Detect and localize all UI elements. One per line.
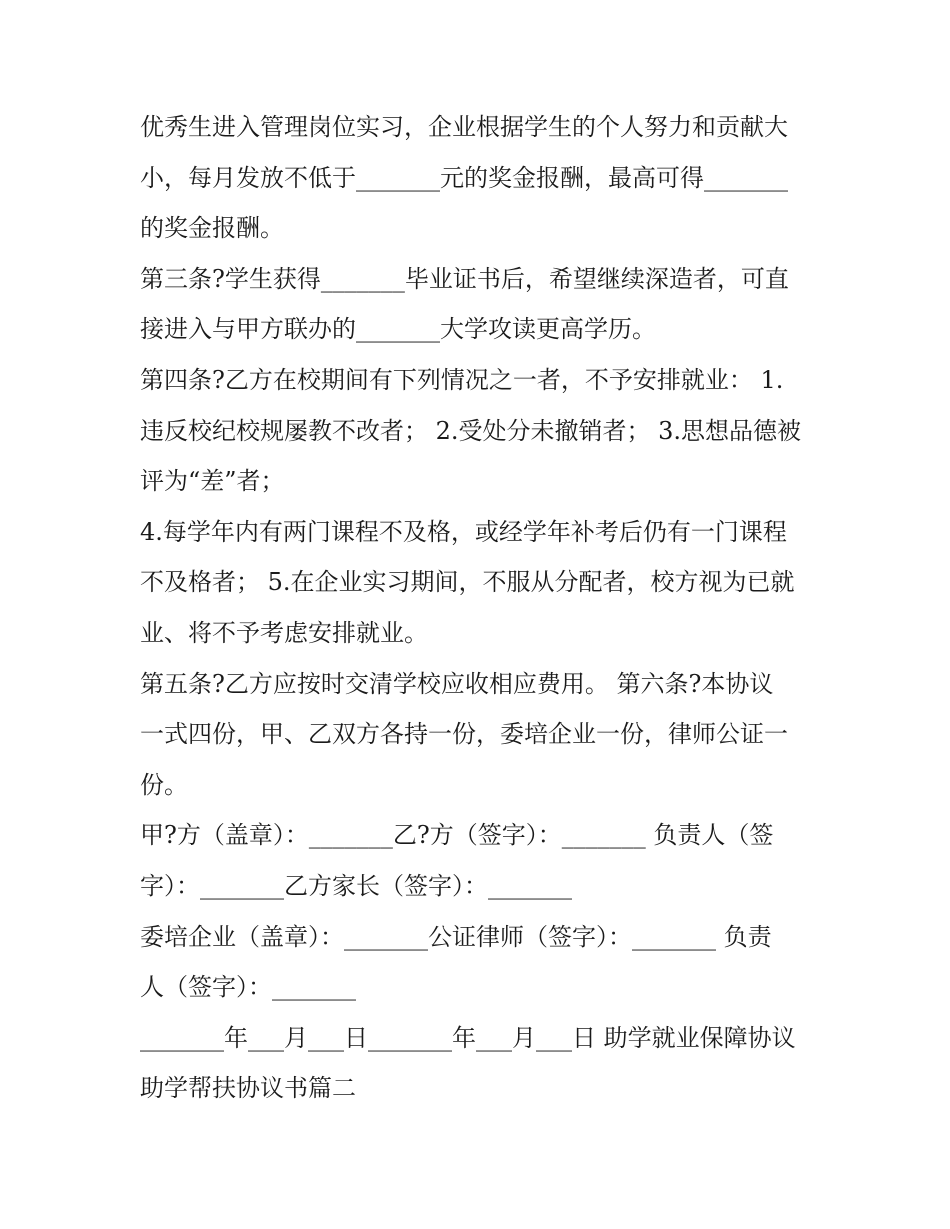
text-line: 份。	[140, 770, 188, 799]
text-line: 第五条?乙方应按时交清学校应收相应费用。 第六条?本协议	[140, 669, 774, 698]
text-line: 助学帮扶协议书篇二	[140, 1074, 356, 1103]
text-line: 甲?方（盖章）：_______乙?方（签字）：_______ 负责人（签	[140, 821, 774, 850]
text-line: 不及格者； 5.在企业实习期间，不服从分配者，校方视为已就	[140, 568, 795, 597]
text-line: 的奖金报酬。	[140, 214, 284, 243]
text-line: 第四条?乙方在校期间有下列情况之一者，不予安排就业： 1.	[140, 365, 784, 394]
text-line: 业、将不予考虑安排就业。	[140, 618, 428, 647]
text-line: 第三条?学生获得_______毕业证书后，希望继续深造者，可直	[140, 264, 789, 293]
text-line: 人（签字）：_______	[140, 973, 356, 1002]
text-line: 字）：_______乙方家长（签字）：_______	[140, 871, 572, 900]
text-line: 接进入与甲方联办的_______大学攻读更高学历。	[140, 315, 656, 344]
text-line: 4.每学年内有两门课程不及格，或经学年补考后仍有一门课程	[140, 517, 787, 546]
text-line: _______年___月___日_______年___月___日 助学就业保障协议	[140, 1023, 796, 1052]
text-line: 违反校纪校规屡教不改者； 2.受处分未撤销者； 3.思想品德被	[140, 416, 802, 445]
text-line: 小，每月发放不低于_______元的奖金报酬，最高可得_______	[140, 163, 788, 192]
text-line: 委培企业（盖章）：_______公证律师（签字）：_______ 负责	[140, 922, 772, 951]
text-line: 一式四份，甲、乙双方各持一份，委培企业一份，律师公证一	[140, 720, 788, 749]
text-line: 评为“差”者；	[140, 467, 285, 496]
text-line: 优秀生进入管理岗位实习，企业根据学生的个人努力和贡献大	[140, 113, 788, 141]
document-page	[140, 102, 820, 1114]
